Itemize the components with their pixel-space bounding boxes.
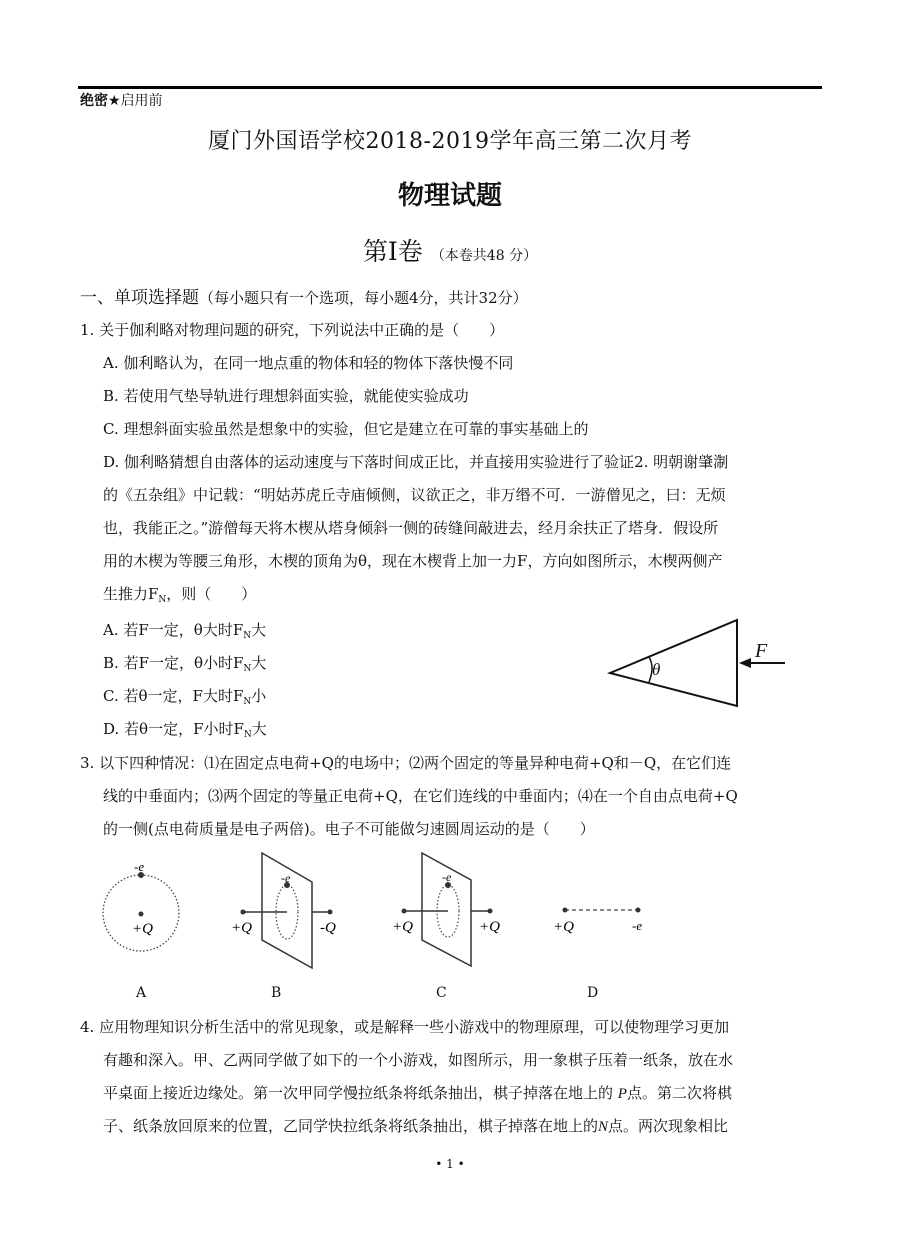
electron-label-a: -e [134,859,145,874]
question-1-option-a: A. 伽利略认为，在同一地点重的物体和轻的物体下落快慢不同 [103,354,514,372]
section-heading: 一、单项选择题（每小题只有一个选项，每小题4分，共计32分） [80,288,528,308]
figure-label-c: C [436,985,447,1001]
electron-label-d: -e [632,918,643,933]
question-2-option-b: B. 若F一定，θ小时$F_N$大 [103,654,267,674]
point-label-n: N [598,1119,609,1135]
question-2-stem-line-2: 的《五杂组》中记载：“明姑苏虎丘寺庙倾侧，议欲正之，非万缗不可．一游僧见之，曰：无烦 [103,486,726,504]
subject-title: 物理试题 [397,181,502,211]
question-2-stem-line-4: 用的木楔为等腰三角形，木楔的顶角为θ，现在木楔背上加一力F，方向如图所示，木楔两侧产 [103,552,723,570]
question-3-stem-line-2: 线的中垂面内；⑶两个固定的等量正电荷+Q，在它们连线的中垂面内；⑷在一个自由点电荷+Q [103,787,738,805]
question-1-option-d: D. 伽利略猜想自由落体的运动速度与下落时间成正比，并直接用实验进行了验证2. 明朝谢肇淛 [103,453,729,471]
charge-dot-a [139,912,144,917]
question-4-stem-line-3: 平桌面上接近边缘处。第一次甲同学慢拉纸条将纸条抽出，棋子掉落在地上的 P点。第二次将棋 [103,1084,732,1102]
charge-dot-d [563,908,568,913]
angle-label: θ [652,660,661,679]
question-4-stem-line-1: 4. 应用物理知识分析生活中的常见现象，或是解释一些小游戏中的物理原理，可以使物理学习更加 [80,1018,730,1036]
charge-label-c-right: +Q [479,919,500,935]
electron-label-c: -e [442,870,452,884]
question-1-option-b: B. 若使用气垫导轨进行理想斜面实验，就能使实验成功 [103,387,469,405]
school-title: 厦门外国语学校2018-2019学年高三第二次月考 [208,129,692,154]
charge-label-b-right: -Q [320,920,336,936]
question-2-option-c: C. 若θ一定，F大时$F_N$小 [103,687,267,707]
question-4-stem-line-2: 有趣和深入。甲、乙两同学做了如下的一个小游戏，如图所示，用一象棋子压着一纸条，放在水 [103,1051,734,1069]
figure-label-b: B [271,985,282,1001]
point-label-p: P [617,1086,627,1102]
volume-title: 第Ⅰ卷 （本卷共48 分） [362,237,538,266]
charge-label-b-left: +Q [231,920,252,936]
figure-c [392,853,500,966]
charge-dot-b-left [241,910,246,915]
electron-dot-d [636,908,641,913]
question-1-stem: 1. 关于伽利略对物理问题的研究，下列说法中正确的是（ ） [80,321,505,339]
figure-b [231,853,336,968]
question-4-stem-line-4: 子、纸条放回原来的位置，乙同学快拉纸条将纸条抽出，棋子掉落在地上的N点。两次现象相比 [103,1117,729,1135]
question-3-stem-line-3: 的一侧(点电荷质量是电子两倍)。电子不可能做匀速圆周运动的是（ ） [103,820,595,838]
charge-label-c-left: +Q [392,919,413,935]
figure-a [103,859,179,951]
figure-label-d: D [587,985,599,1001]
charge-dot-c-left [402,909,407,914]
question-2-stem-line-3: 也，我能正之。”游僧每天将木楔从塔身倾斜一侧的砖缝间敲进去，经月余扶正了塔身．假设所 [103,519,719,537]
charge-dot-c-right [488,909,493,914]
electron-label-b: -e [281,871,291,885]
charge-label-d: +Q [553,919,574,935]
charge-label-a: +Q [132,921,153,937]
force-label: F [755,640,768,662]
figure-d [553,908,642,936]
question-2-option-d: D. 若θ一定，F小时$F_N$大 [103,720,267,740]
figure-label-a: A [136,985,147,1001]
question-1-option-c: C. 理想斜面实验虽然是想象中的实验，但它是建立在可靠的事实基础上的 [103,420,589,438]
question-2-option-a: A. 若F一定，θ大时$F_N$大 [103,621,267,641]
charge-dot-b-right [328,910,333,915]
page-number: • 1 • [435,1157,465,1171]
question-3-stem-line-1: 3. 以下四种情况：⑴在固定点电荷+Q的电场中；⑵两个固定的等量异种电荷+Q和－Q，在它们连 [80,754,732,772]
question-2-stem-line-5: 生推力$F_N$，则（ ） [103,585,257,605]
confidential-label: 绝密★启用前 [80,93,163,109]
